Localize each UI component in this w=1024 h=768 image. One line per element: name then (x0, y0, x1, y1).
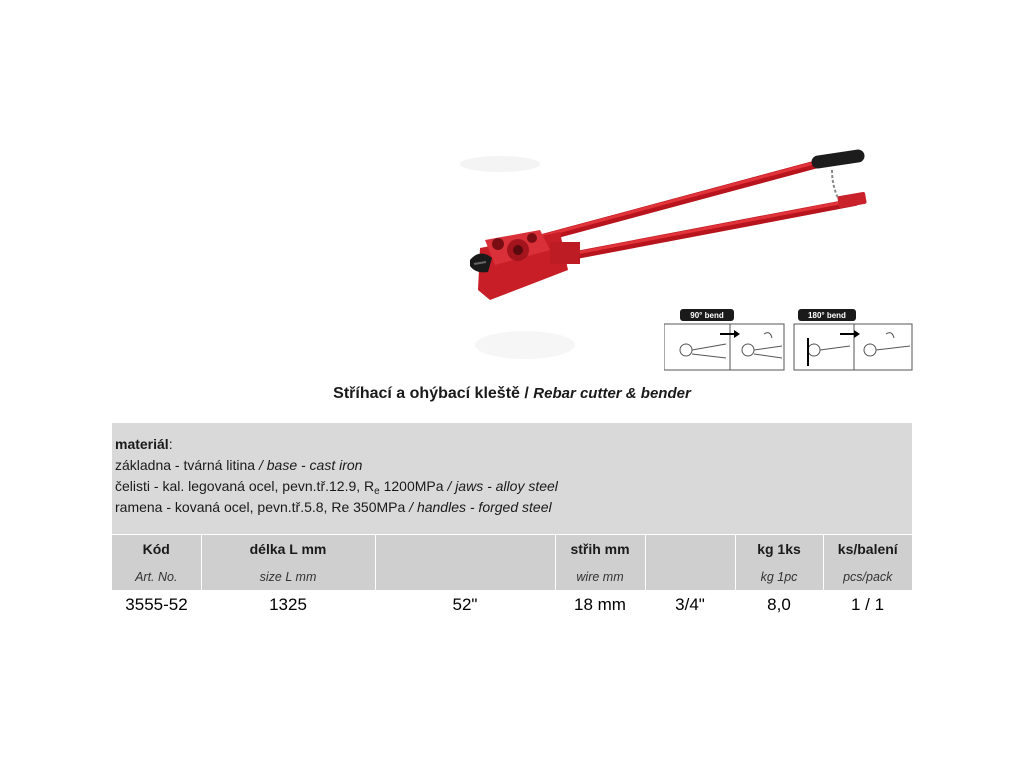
subheader-code: Art. No. (112, 563, 201, 590)
header-weight: kg 1ks (735, 535, 823, 563)
cell-inch: 52" (375, 590, 555, 620)
material-line-en: / base - cast iron (258, 457, 363, 473)
subheader-cut: wire mm (555, 563, 645, 590)
material-line-subscript: e (374, 486, 380, 497)
subheader-length: size L mm (201, 563, 375, 590)
cell-size: 3/4" (645, 590, 735, 620)
subheader-inch (375, 563, 555, 590)
header-inch (375, 535, 555, 563)
bend-180-label: 180° bend (808, 311, 846, 320)
material-heading (115, 434, 909, 455)
material-line-jaws (115, 476, 909, 497)
spec-table (112, 535, 912, 620)
material-line-base (115, 455, 909, 476)
table-header-row (112, 535, 912, 563)
material-line-en: / handles - forged steel (409, 499, 552, 515)
subheader-pack: pcs/pack (823, 563, 912, 590)
title-cz: Stříhací a ohýbací kleště / (333, 385, 534, 402)
bend-diagram (664, 308, 914, 372)
table-subheader-row (112, 563, 912, 590)
material-line-cz: 1200MPa (379, 478, 448, 494)
cell-cut: 18 mm (555, 590, 645, 620)
header-pack: ks/balení (823, 535, 912, 563)
header-length: délka L mm (201, 535, 375, 563)
product-title (0, 385, 1024, 403)
bend-90-label: 90° bend (690, 311, 724, 320)
material-label: materiál (115, 436, 169, 452)
title-en: Rebar cutter & bender (533, 385, 691, 402)
header-cut: střih mm (555, 535, 645, 563)
material-line-cz: základna - tvárná litina (115, 457, 259, 473)
material-line-cz: čelisti - kal. legovaná ocel, pevn.tř.12.9, R (115, 478, 375, 494)
material-line-cz: ramena - kovaná ocel, pevn.tř.5.8, Re 350MPa (115, 499, 410, 515)
cell-code: 3555-52 (112, 590, 201, 620)
subheader-blank (645, 563, 735, 590)
header-blank (645, 535, 735, 563)
material-label-suffix: : (168, 436, 173, 452)
material-spec (112, 423, 912, 534)
cell-weight: 8,0 (735, 590, 823, 620)
table-row (112, 590, 912, 620)
cell-pack: 1 / 1 (823, 590, 912, 620)
header-code: Kód (112, 535, 201, 563)
material-line-handles (115, 497, 909, 518)
cell-length: 1325 (201, 590, 375, 620)
bend-90-diagram (664, 309, 784, 370)
material-line-en: / jaws - alloy steel (447, 478, 558, 494)
subheader-weight: kg 1pc (735, 563, 823, 590)
